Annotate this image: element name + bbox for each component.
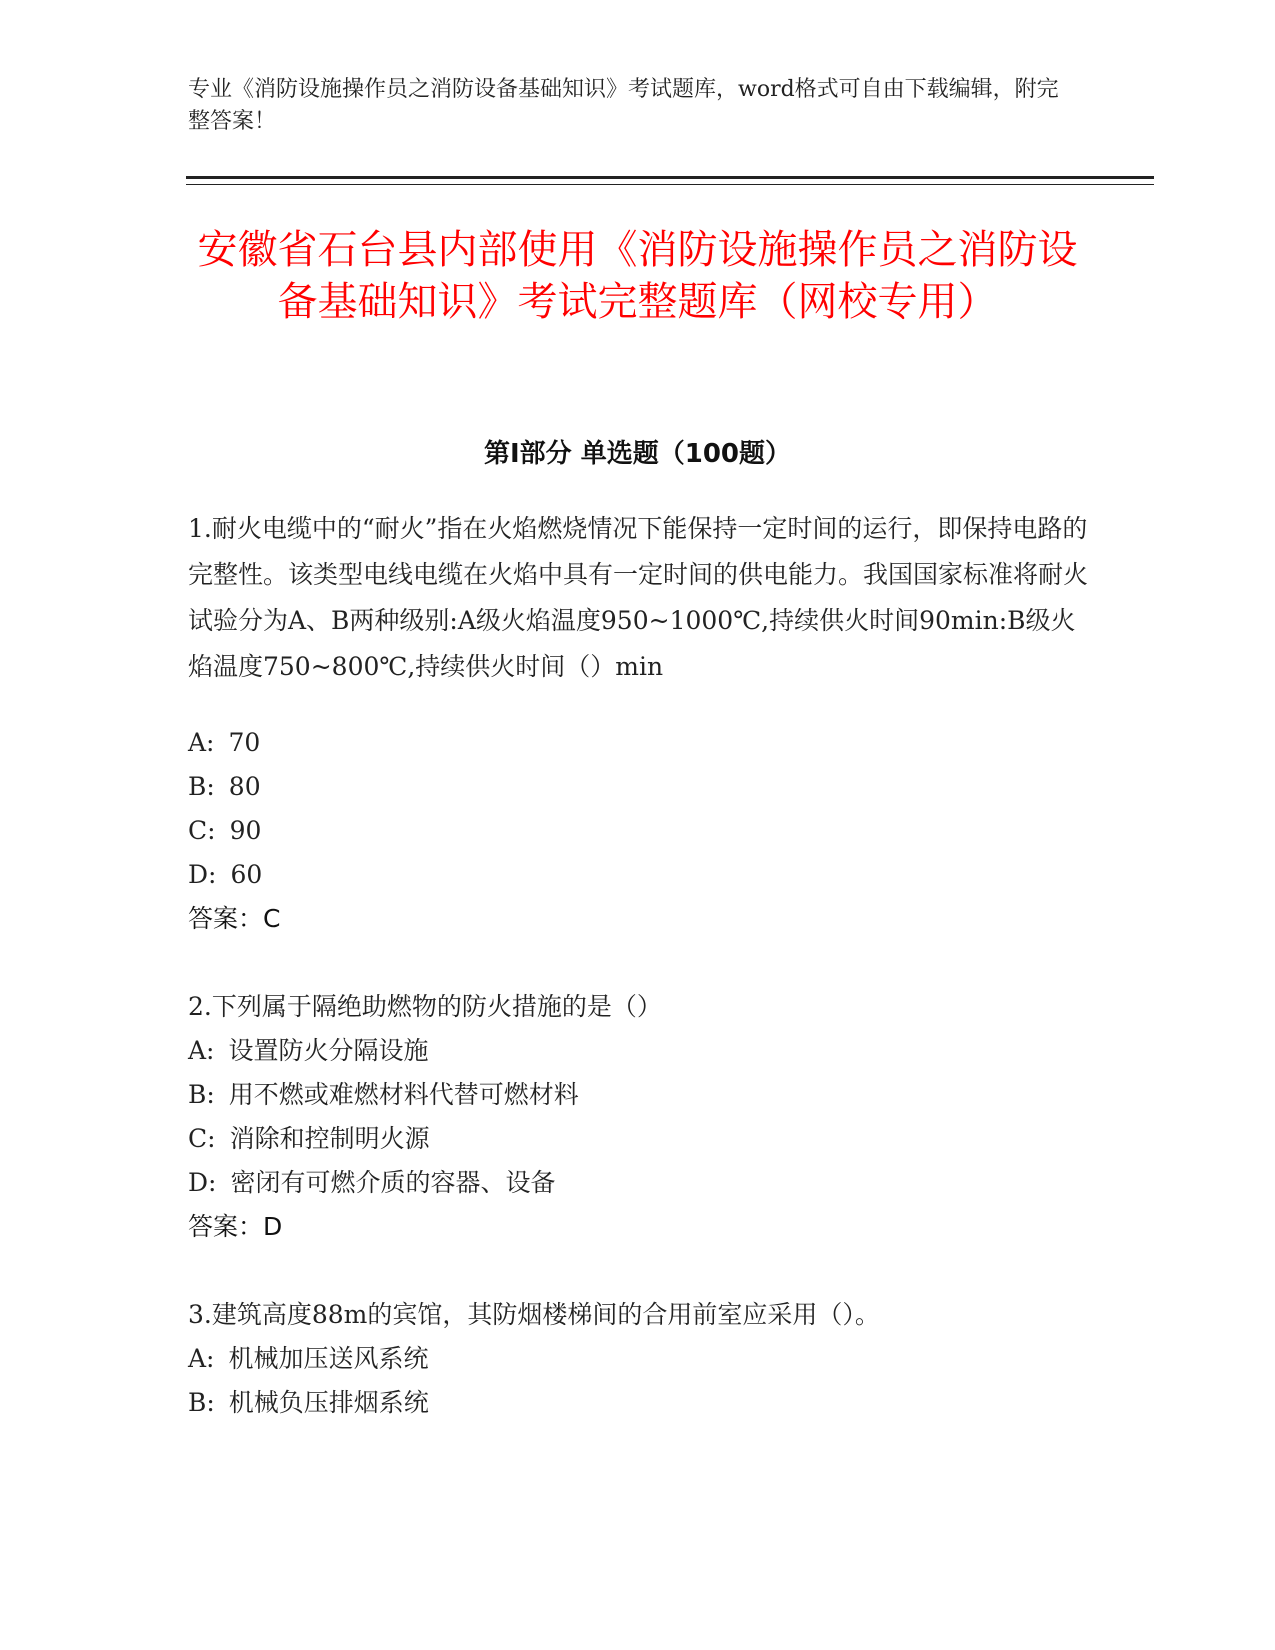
option-label: A: bbox=[188, 1344, 215, 1373]
option-d bbox=[188, 1160, 1088, 1206]
option-label: B: bbox=[188, 1080, 215, 1109]
option-b bbox=[188, 1380, 1088, 1426]
option-a bbox=[188, 720, 1088, 766]
option-label: A: bbox=[188, 1036, 215, 1065]
option-label: A: bbox=[188, 728, 215, 757]
option-a bbox=[188, 1028, 1088, 1074]
option-a bbox=[188, 1336, 1088, 1382]
option-b bbox=[188, 764, 1088, 810]
question-answer: 答案：C bbox=[188, 904, 281, 933]
option-text: 90 bbox=[229, 816, 262, 845]
option-text: 消除和控制明火源 bbox=[229, 1124, 430, 1153]
option-text: 机械负压排烟系统 bbox=[228, 1388, 429, 1417]
header-divider-thin bbox=[186, 184, 1154, 185]
option-text: 用不燃或难燃材料代替可燃材料 bbox=[228, 1080, 579, 1109]
document-title: 安徽省石台县内部使用《消防设施操作员之消防设备基础知识》考试完整题库（网校专用） bbox=[197, 227, 1078, 325]
section-title: 第I部分 单选题（100题） bbox=[484, 439, 791, 469]
option-text: 设置防火分隔设施 bbox=[228, 1036, 429, 1065]
question-stem: 3.建筑高度88m的宾馆，其防烟楼梯间的合用前室应采用（）。 bbox=[188, 1300, 880, 1329]
question-answer: 答案：D bbox=[188, 1212, 283, 1241]
option-d bbox=[188, 852, 1088, 898]
option-text: 60 bbox=[230, 860, 263, 889]
option-label: D: bbox=[188, 860, 217, 889]
option-text: 密闭有可燃介质的容器、设备 bbox=[230, 1168, 556, 1197]
option-c bbox=[188, 808, 1088, 854]
option-text: 80 bbox=[228, 772, 261, 801]
option-b bbox=[188, 1072, 1088, 1118]
option-label: C: bbox=[188, 1124, 216, 1153]
option-label: B: bbox=[188, 772, 215, 801]
question-stem: 1.耐火电缆中的“耐火”指在火焰燃烧情况下能保持一定时间的运行，即保持电路的完整性。该类型电线电缆在火焰中具有一定时间的供电能力。我国国家标准将耐火试验分为A、B两种级别:A级火焰温度950~1000℃,持续供火时间90min:B级火焰温度750~800℃,持续供火时间（）min bbox=[188, 514, 1089, 681]
option-label: C: bbox=[188, 816, 216, 845]
option-label: B: bbox=[188, 1388, 215, 1417]
question-stem: 2.下列属于隔绝助燃物的防火措施的是（） bbox=[188, 992, 662, 1021]
header-note: 专业《消防设施操作员之消防设备基础知识》考试题库，word格式可自由下载编辑，附完整答案！ bbox=[188, 77, 1059, 134]
option-text: 70 bbox=[228, 728, 261, 757]
option-c bbox=[188, 1116, 1088, 1162]
option-text: 机械加压送风系统 bbox=[228, 1344, 429, 1373]
header-divider-thick bbox=[186, 176, 1154, 179]
option-label: D: bbox=[188, 1168, 217, 1197]
